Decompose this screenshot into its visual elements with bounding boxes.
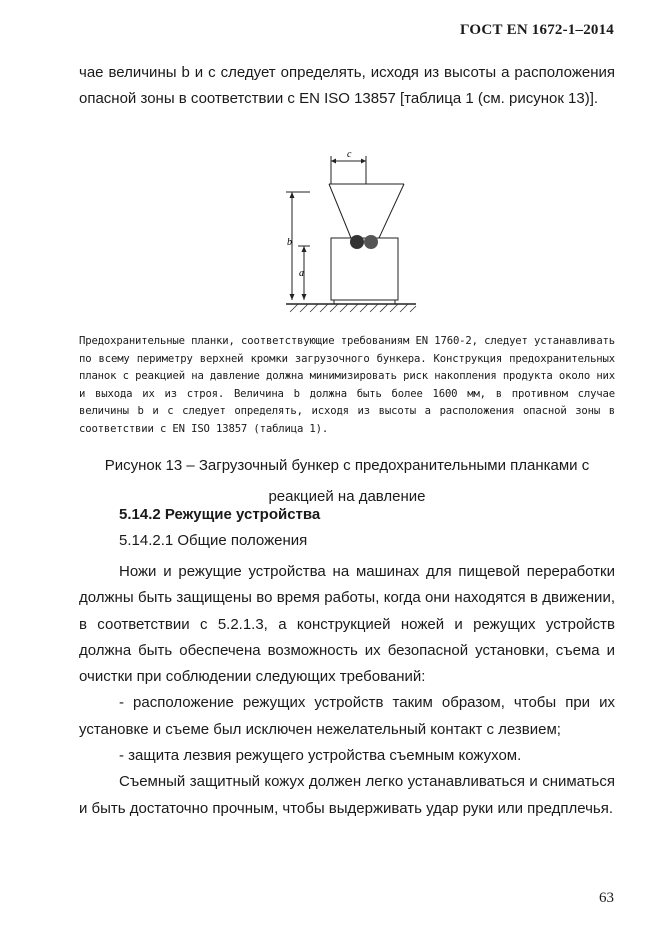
subsection-title: 5.14.2.1 Общие положения (119, 532, 308, 549)
intro-paragraph: чае величины b и c следует определять, исходя из высоты a расположения опасной зоны в соответствии с EN ISO 13857 [таблица 1 (см. рисунок 13)]. (79, 64, 615, 108)
body-paragraph: Съемный защитный кожух должен легко устанавливаться и сниматься и быть достаточно прочным, чтобы выдерживать удар руки или предплечья. (79, 773, 615, 817)
section-title: 5.14.2 Режущие устройства (119, 506, 321, 523)
hopper-drawing (286, 156, 416, 304)
page-number: 63 (599, 890, 614, 906)
standard-header: ГОСТ EN 1672-1–2014 (460, 22, 614, 38)
section-body (79, 559, 615, 822)
body-paragraph: Ножи и режущие устройства на машинах для пищевой переработки должны быть защищены во время работы, когда они находятся в движении, в соответствии с 5.2.1.3, а конструкцией ножей и режущих устройств должна быть обеспечена возможность их безопасной установки, съема и очистки при соблюдении следующих требований: (79, 563, 615, 686)
figure-caption: Рисунок 13 – Загрузочный бункер с предохранительными планками с реакцией на давление (104, 457, 590, 505)
figure-description: Предохранительные планки, соответствующие требованиям EN 1760-2, следует устанавливать по всему периметру верхней кромки загрузочного бункера. Конструкция предохранительных планок с реакцией на давление должна минимизировать риск накопления продукта около них и выхода их из строя. Величина b должна быть более 1600 мм, в противном случае величины b и c следует определять, исходя из высоты a расположения опасной зоны в соответствии с EN ISO 13857 (таблица 1). (79, 335, 615, 435)
body-list-item: - защита лезвия режущего устройства съемным кожухом. (119, 747, 522, 765)
dim-b-label: b (287, 237, 292, 248)
safety-bar-left (350, 235, 364, 249)
floor-hatching (290, 304, 416, 312)
dim-c-label: c (347, 150, 352, 160)
dim-a-label: a (299, 268, 304, 279)
safety-bar-right (364, 235, 378, 249)
hopper-figure (276, 150, 426, 322)
body-list-item: - расположение режущих устройств таким образом, чтобы при их установке и съеме был исключен нежелательный контакт с лезвием; (79, 694, 615, 738)
